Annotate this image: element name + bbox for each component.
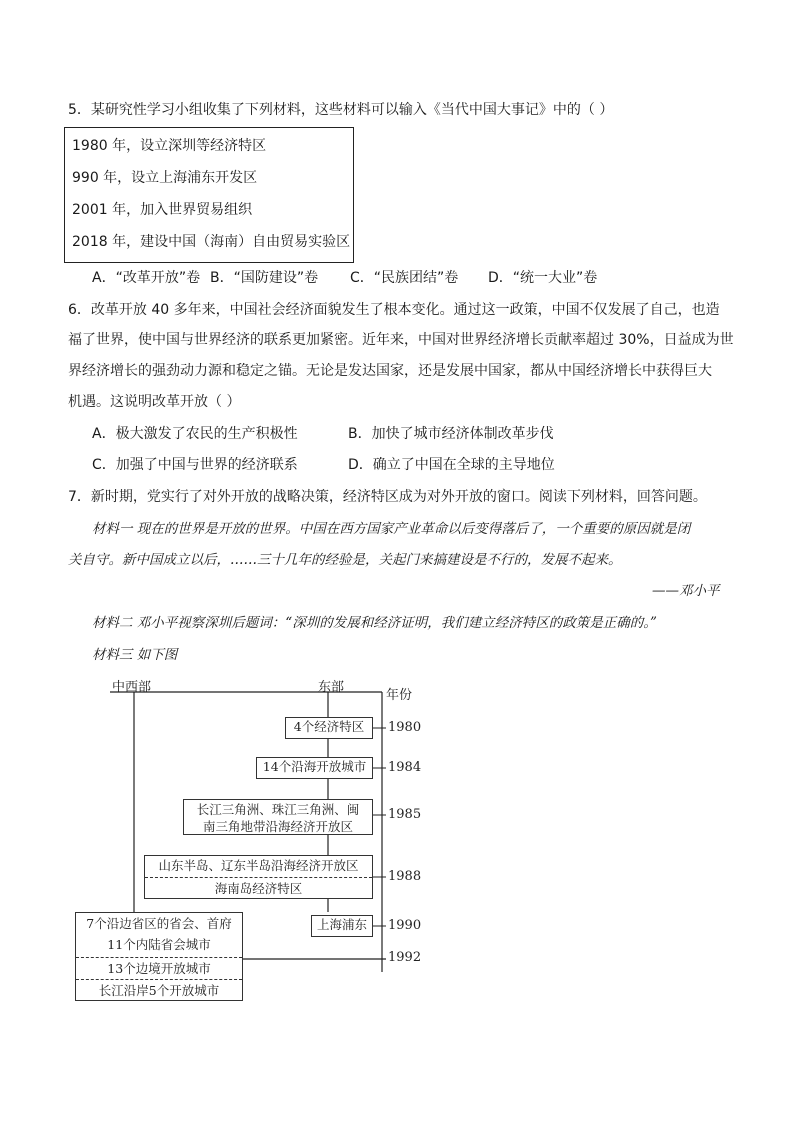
year-1984: 1984 [388,760,422,775]
box-1990-text: 上海浦东 [316,917,367,932]
box-1988-line2: 海南岛经济特区 [145,877,372,899]
year-1985: 1985 [388,807,422,822]
box-1980-text: 4个经济特区 [293,719,365,734]
box-1984 [256,757,373,779]
year-1990: 1990 [388,918,422,933]
box-1988 [144,855,373,899]
q6-line-4: 机遇。这说明改革开放（ ） [68,394,241,410]
box-1990 [311,915,373,937]
q7-material1-line1: 材料一 现在的世界是开放的世界。中国在西方国家产业革命以后变得落后了，一个重要的原因就是闭 [92,521,691,537]
year-1988: 1988 [388,869,422,884]
q7-material3: 材料三 如下图 [92,647,178,663]
box-1992-west [75,912,243,1001]
q6-option-d[interactable]: D．确立了中国在全球的主导地位 [348,457,555,473]
q5-option-c[interactable]: C．“民族团结”卷 [350,270,459,286]
q5-material-1: 1980 年，设立深圳等经济特区 [72,138,267,154]
q7-material2: 材料二 邓小平视察深圳后题词：“深圳的发展和经济证明，我们建立经济特区的政策是正确的。” [92,615,657,631]
q6-option-a[interactable]: A．极大激发了农民的生产积极性 [92,426,298,442]
box-1992-line4: 长江沿岸5个开放城市 [76,979,242,1001]
year-1992: 1992 [388,950,422,965]
box-1985-line1: 长江三角洲、珠江三角洲、闽 [196,802,360,817]
diagram-west-label: 中西部 [112,680,152,695]
box-1980 [285,717,373,739]
q7-stem: 7．新时期，党实行了对外开放的战略决策，经济特区成为对外开放的窗口。阅读下列材料，回答问题。 [68,489,707,505]
box-1985 [183,799,373,835]
q5-stem: 5．某研究性学习小组收集了下列材料，这些材料可以输入《当代中国大事记》中的（ ） [68,102,614,118]
q5-option-a[interactable]: A．“改革开放”卷 [92,270,201,286]
box-1985-line2: 南三角地带沿海经济开放区 [202,819,353,834]
q6-option-c[interactable]: C．加强了中国与世界的经济联系 [92,457,298,473]
q6-option-b[interactable]: B．加快了城市经济体制改革步伐 [348,426,554,442]
q6-line-2: 福了世界，使中国与世界经济的联系更加紧密。近年来，中国对世界经济增长贡献率超过 30%，日益成为世 [68,332,734,348]
box-1992-line1: 7个沿边省区的省会、首府 [86,916,232,931]
diagram-year-label: 年份 [386,688,413,703]
q5-material-3: 2001 年，加入世界贸易组织 [72,202,253,218]
box-1988-line1: 山东半岛、辽东半岛沿海经济开放区 [158,858,359,873]
q5-material-4: 2018 年，建设中国（海南）自由贸易实验区 [72,234,351,250]
year-1980: 1980 [388,720,422,735]
q7-material1-attribution: ——邓小平 [652,583,720,599]
q6-line-3: 界经济增长的强劲动力源和稳定之锚。无论是发达国家，还是发展中国家，都从中国经济增长中获得巨大 [68,363,712,379]
box-1992-line3: 13个边境开放城市 [76,957,242,979]
q5-material-2: 990 年，设立上海浦东开发区 [72,170,258,186]
q7-material1-line2: 关自守。新中国成立以后，……三十几年的经验是，关起门来搞建设是不行的，发展不起来。 [68,552,622,568]
box-1984-text: 14个沿海开放城市 [262,759,367,774]
q5-option-d[interactable]: D．“统一大业”卷 [488,270,598,286]
box-1992-line2: 11个内陆省会城市 [107,937,211,952]
q6-line-1: 6．改革开放 40 多年来，中国社会经济面貌发生了根本变化。通过这一政策，中国不仅发展了自己，也造 [68,302,720,318]
diagram-east-label: 东部 [318,680,345,695]
q5-option-b[interactable]: B．“国防建设”卷 [210,270,319,286]
